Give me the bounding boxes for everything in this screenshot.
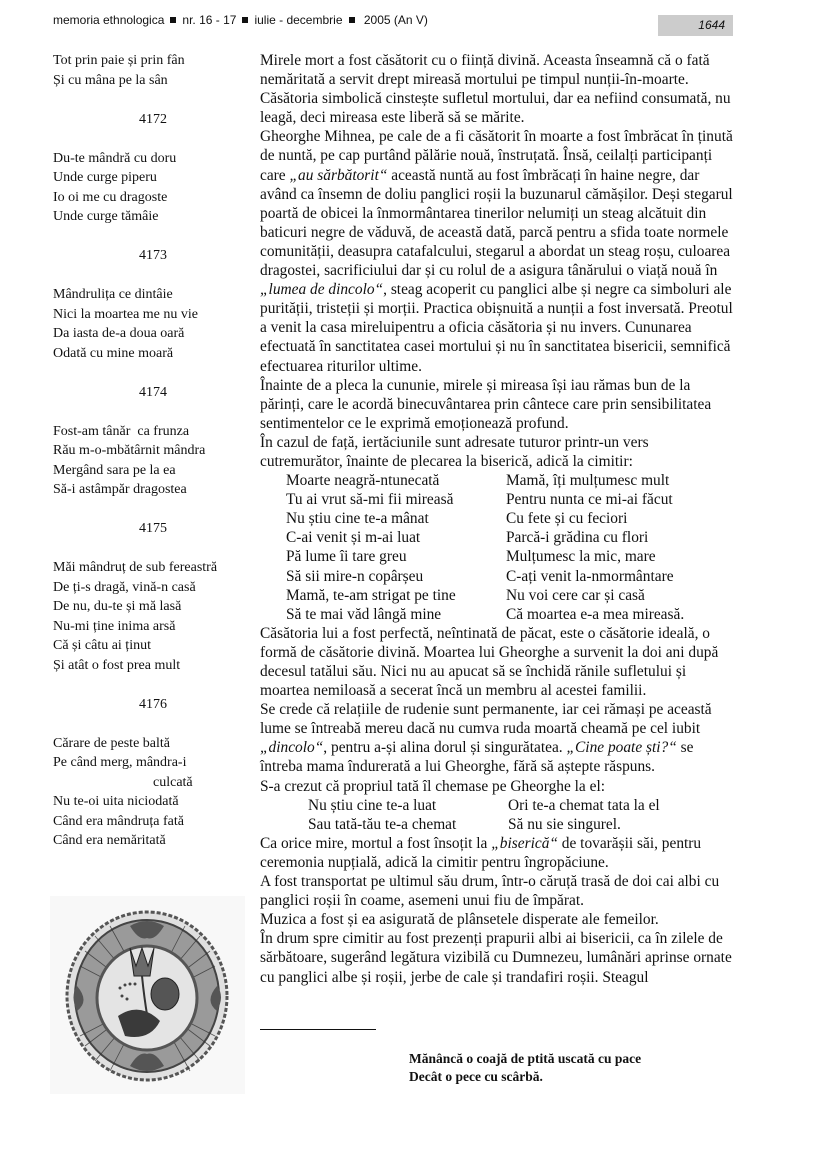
verse-row [286, 605, 735, 624]
poem-line: Mândrulița ce dintâie [53, 287, 173, 302]
poem-line: Rău m-o-mbătârnit mândra [53, 443, 206, 458]
verse-line: Să nu sie singurel. [508, 815, 621, 833]
article-body [260, 51, 735, 987]
verse-row [286, 547, 735, 566]
paragraph: A fost transportat pe ultimul său drum, într-o căruță trasă de doi cai albi cu panglici roșii în coame, asemeni unui fiu de împărat. [260, 873, 720, 910]
paragraph: În cazul de față, iertăciunile sunt adresate tuturor printr-un vers cutremurător, înainte de plecarea la biserică, adică la cimitir: [260, 433, 649, 470]
issue-year: 2005 (An V) [363, 13, 428, 27]
running-header [53, 13, 428, 27]
verse-row [286, 490, 735, 509]
text-run: se întreba mama îndurerată a lui Gheorghe, fără să aștepte răspuns. [260, 739, 694, 776]
paragraph: Mirele mort a fost căsătorit cu o ființă divină. Aceasta înseamnă că o fată nemăritată a servit drept mireasă mortului pe timpul nunții-în-moarte. Căsătoria simbolică cinstește sufletul mortului, dar ea nefiind consumată, nu leagă, deci mireasa este liberă să se mărite. [260, 52, 731, 127]
italic-quote: „lumea de dincolo“ [260, 281, 384, 299]
italic-quote: „biserică“ [491, 834, 558, 852]
left-column-poems [53, 51, 253, 851]
verse-line: Pă lume îi tare greu [286, 548, 407, 566]
verse-line: Ori te-a chemat tata la el [508, 796, 660, 814]
paragraph: În drum spre cimitir au fost prezenți prapurii albi ai bisericii, ca în zilele de sărbătoare, sugerând legătura vizibilă cu Dumnezeu, lumânări aprinse ornate cu panglici albe și roșii, jerbe de cale și trandafiri roșii. Steagul [260, 930, 732, 986]
poem-number: 4173 [139, 248, 167, 263]
paragraph: S-a crezut că propriul tată îl chemase pe Gheorghe la el: [260, 777, 605, 795]
italic-quote: „dincolo“ [260, 739, 324, 757]
text-run: , steag acoperit cu panglici albe și negre ca simboluri ale purității, tristeții și morții. Practica obișnuită a nunții a fost inversată. Preotul a venit la casa mireluipentru a oficia căsătoria și nu invers. Cununarea efectuată în sanctitatea casei mortului și nu în sanctitatea bisericii, semnifică efectuarea riturilor ultime. [260, 281, 733, 375]
footnote-line: Mănâncă o coajă de ptită uscată cu pace [409, 1051, 642, 1066]
verse-line: Nu știu cine te-a mânat [286, 510, 429, 528]
paragraph [260, 127, 735, 375]
poem-line: Unde curge piperu [53, 170, 157, 185]
text-run: Gheorghe Mihnea, pe cale de a fi căsătorit în moarte a fost îmbrăcat în ținută de nuntă, pe cap purtând pălărie nouă, înstruțată. Însă, ceilalți participanți care [260, 128, 733, 184]
poem-line: Tot prin paie și prin fân [53, 53, 185, 68]
poem-line: Nici la moartea me nu vie [53, 306, 198, 322]
poem-line: Când era nemăritată [53, 833, 166, 848]
poem-line: culcată [153, 774, 193, 790]
poem-line: De nu, du-te și mă lasă [53, 599, 182, 614]
verse-line: Să sii mire-n copârșeu [286, 567, 424, 585]
verse-line: Pentru nunta ce mi-ai făcut [506, 491, 673, 509]
verse-line: Nu voi cere car și casă [506, 586, 645, 604]
paragraph: Înainte de a pleca la cununie, mirele și mireasa își iau rămas bun de la părinți, care le acordă binecuvântarea prin cântece care prin sensibilitatea sentimentelor ce le exprimă emoționează profund. [260, 376, 712, 432]
page-number: 1644 [658, 15, 733, 36]
poem-line: Și atât o fost prea mult [53, 657, 181, 673]
verse-row [286, 567, 735, 586]
italic-quote: „au sărbătorit“ [289, 166, 388, 184]
ceramic-plate-image [50, 896, 245, 1094]
verse-block [260, 471, 735, 624]
square-bullet-icon [242, 17, 248, 23]
verse-row [308, 796, 735, 815]
plate-illustration-icon [50, 896, 245, 1094]
poem-line: Fost-am tânăr ca frunza [53, 423, 190, 439]
poem-line: Că și câtu ai ținut [53, 638, 151, 653]
poem-line: Da iasta de-a doua oară [53, 326, 185, 341]
poem-number: 4176 [139, 696, 167, 712]
verse-row [286, 471, 735, 490]
text-run: Se crede că relațiile de rudenie sunt permanente, iar cei rămași pe această lume se întreabă mereu dacă nu cumva ruda moartă cheamă pe cel iubit [260, 701, 712, 738]
paragraph: Căsătoria lui a fost perfectă, neîntinată de păcat, este o căsătorie ideală, o formă de căsătorie divină. Moartea lui Gheorghe a survenit la doi ani după decesul tatălui său. Nici nu au apucat să se închidă rănile sufletului și moartea nemiloasă a secerat încă un membru al acestei familii. [260, 624, 719, 700]
verse-line: Parcă-i grădina cu flori [506, 529, 649, 547]
verse-row [308, 815, 735, 834]
paragraph: Muzica a fost și ea asigurată de plânsetele disperate ale femeilor. [260, 911, 659, 929]
text-run: Ca orice mire, mortul a fost însoțit la [260, 834, 492, 852]
verse-row [286, 509, 735, 528]
journal-title: memoria ethnologica [53, 13, 165, 27]
poem-line: Mergând sara pe la ea [53, 462, 176, 478]
poem-line: Nu te-oi uita niciodată [53, 794, 179, 809]
paragraph [260, 834, 735, 872]
verse-line: Tu ai vrut să-mi fii mireasă [286, 491, 454, 509]
poem-number: 4172 [139, 111, 167, 127]
poem-line: Și cu mâna pe la sân [53, 72, 168, 88]
footnote-line: Decât o pece cu scârbă. [409, 1069, 543, 1084]
verse-row [286, 528, 735, 547]
text-run: de tovarășii săi, pentru ceremonia nupțială, adică la cimitir pentru îngropăciune. [260, 834, 702, 871]
verse-row [286, 586, 735, 605]
footnote [409, 1050, 641, 1086]
poem-line: Măi mândruț de sub fereastră [53, 560, 218, 575]
verse-line: C-ai venit și m-ai luat [286, 529, 421, 547]
poem-line: Când era mândruța fată [53, 813, 184, 829]
verse-line: C-ați venit la-nmormântare [506, 567, 674, 585]
poem-line: Cărare de peste baltă [53, 735, 170, 751]
italic-quote: „Cine poate ști?“ [566, 739, 677, 757]
paragraph [260, 700, 735, 776]
verse-line: Că moartea e-a mea mireasă. [506, 605, 685, 623]
poem-number: 4174 [139, 384, 167, 400]
text-run: , pentru a-și alina dorul și singurătatea. [323, 739, 567, 757]
verse-line: Mulțumesc la mic, mare [506, 548, 656, 566]
text-run: această nuntă au fost îmbrăcați în haine negre, dar având ca însemn de doliu panglici roșii la buzunarul cămășilor. Deși stegarul poartă de obicei la înmormântarea tinerilor nelumiți un steag alcătuit din baticuri negre de văduvă, de această dată, parcă pentru a sfida toate normele comunității, deasupra catafalcului, stegarul a abordat un steag roșu, culoarea dragostei, sacrificiului dar și cu rolul de a asigura tânărului o viață nouă în [260, 166, 733, 280]
verse-line: Nu știu cine te-a luat [308, 796, 437, 814]
square-bullet-icon [170, 17, 176, 23]
poem-line: Unde curge tămâie [53, 209, 159, 224]
poem-number: 4175 [139, 521, 167, 536]
issue-period: iulie - decembrie [254, 13, 343, 27]
verse-line: Să te mai văd lângă mine [286, 605, 442, 623]
poem-line: Odată cu mine moară [53, 345, 174, 361]
footnote-separator [260, 1029, 376, 1030]
verse-line: Mamă, îți mulțumesc mult [506, 472, 670, 490]
poem-line: De ți-s dragă, vină-n casă [53, 579, 196, 595]
poem-line: Io oi me cu dragoste [53, 189, 168, 205]
verse-block [260, 796, 735, 834]
verse-line: Sau tată-tău te-a chemat [308, 815, 457, 833]
poem-line: Pe când merg, mândra-i [53, 755, 187, 770]
issue-number: nr. 16 - 17 [182, 13, 237, 27]
verse-line: Cu fete și cu feciori [506, 510, 628, 528]
square-bullet-icon [349, 17, 355, 23]
poem-line: Nu-mi ține inima arsă [53, 618, 176, 634]
verse-line: Moarte neagră-ntunecată [286, 472, 440, 490]
poem-line: Du-te mândră cu doru [53, 150, 177, 166]
poem-line: Să-i astâmpăr dragostea [53, 482, 187, 497]
verse-line: Mamă, te-am strigat pe tine [286, 586, 456, 604]
